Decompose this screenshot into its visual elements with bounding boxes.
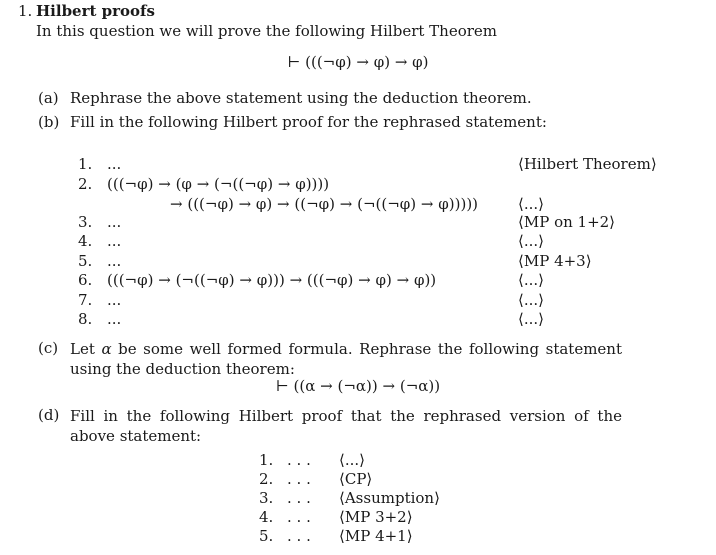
proof-line-number: 8.: [78, 310, 93, 328]
proof-line-number: 1.: [259, 451, 274, 469]
proof-line-number: 5.: [259, 527, 274, 545]
proof-line-justification: ⟨...⟩: [518, 232, 545, 250]
proof-line-number: 2.: [259, 470, 274, 488]
proof-line-number: 4.: [259, 508, 274, 526]
proof-line-formula: . . .: [287, 451, 311, 469]
proof-line-justification: ⟨MP on 1+2⟩: [518, 213, 616, 231]
proof-line-justification: ⟨Hilbert Theorem⟩: [518, 155, 657, 173]
proof-line-justification: ⟨CP⟩: [339, 470, 373, 488]
question-number: 1.: [18, 2, 33, 20]
proof-line-number: 3.: [78, 213, 93, 231]
proof-line-formula-continued: → (((¬φ) → φ) → ((¬φ) → (¬((¬φ) → φ))))): [170, 195, 479, 213]
proof-line-justification: ⟨MP 3+2⟩: [339, 508, 413, 526]
proof-line-formula: ...: [107, 291, 122, 309]
proof-line-formula: ...: [107, 252, 122, 270]
proof-line-number: 6.: [78, 271, 93, 289]
proof-line-formula: ...: [107, 155, 122, 173]
proof-line-number: 7.: [78, 291, 93, 309]
proof-line-formula: . . .: [287, 527, 311, 545]
proof-line-justification: ⟨...⟩: [518, 271, 545, 289]
hilbert-theorem: ⊢ (((¬φ) → φ) → φ): [287, 53, 429, 71]
proof-line-justification: ⟨MP 4+3⟩: [518, 252, 592, 270]
part-c-label: (c): [38, 339, 59, 357]
part-c-text: Let α be some well formed formula. Rephrase the following statement using the deduction theorem:: [70, 340, 622, 378]
proof-line-number: 3.: [259, 489, 274, 507]
proof-line-formula: . . .: [287, 508, 311, 526]
proof-line-justification: ⟨...⟩: [518, 195, 545, 213]
proof-line-formula: . . .: [287, 489, 311, 507]
part-a-text: Rephrase the above statement using the deduction theorem.: [70, 89, 532, 107]
proof-line-number: 2.: [78, 175, 93, 193]
proof-line-justification: ⟨...⟩: [339, 451, 366, 469]
proof-line-justification: ⟨...⟩: [518, 310, 545, 328]
alpha-variable: α: [101, 340, 112, 358]
proof-line-formula: ...: [107, 213, 122, 231]
question-intro: In this question we will prove the following Hilbert Theorem: [36, 22, 498, 40]
proof-line-justification: ⟨Assumption⟩: [339, 489, 440, 507]
proof-line-justification: ⟨MP 4+1⟩: [339, 527, 413, 545]
proof-line-number: 4.: [78, 232, 93, 250]
part-c-formula: ⊢ ((α → (¬α)) → (¬α)): [275, 377, 441, 395]
proof-line-formula: ...: [107, 310, 122, 328]
question-title: Hilbert proofs: [36, 2, 155, 20]
proof-line-number: 1.: [78, 155, 93, 173]
proof-line-formula: (((¬φ) → (¬((¬φ) → φ))) → (((¬φ) → φ) → φ)): [107, 271, 437, 289]
proof-line-formula: . . .: [287, 470, 311, 488]
proof-line-formula: ...: [107, 232, 122, 250]
part-b-text: Fill in the following Hilbert proof for the rephrased statement:: [70, 113, 547, 131]
proof-line-justification: ⟨...⟩: [518, 291, 545, 309]
proof-line-formula: (((¬φ) → (φ → (¬((¬φ) → φ)))): [107, 175, 330, 193]
part-a-label: (a): [38, 89, 59, 107]
part-d-label: (d): [38, 406, 60, 424]
proof-line-number: 5.: [78, 252, 93, 270]
part-d-text: Fill in the following Hilbert proof that the rephrased version of the above statement:: [70, 407, 622, 445]
part-b-label: (b): [38, 113, 60, 131]
